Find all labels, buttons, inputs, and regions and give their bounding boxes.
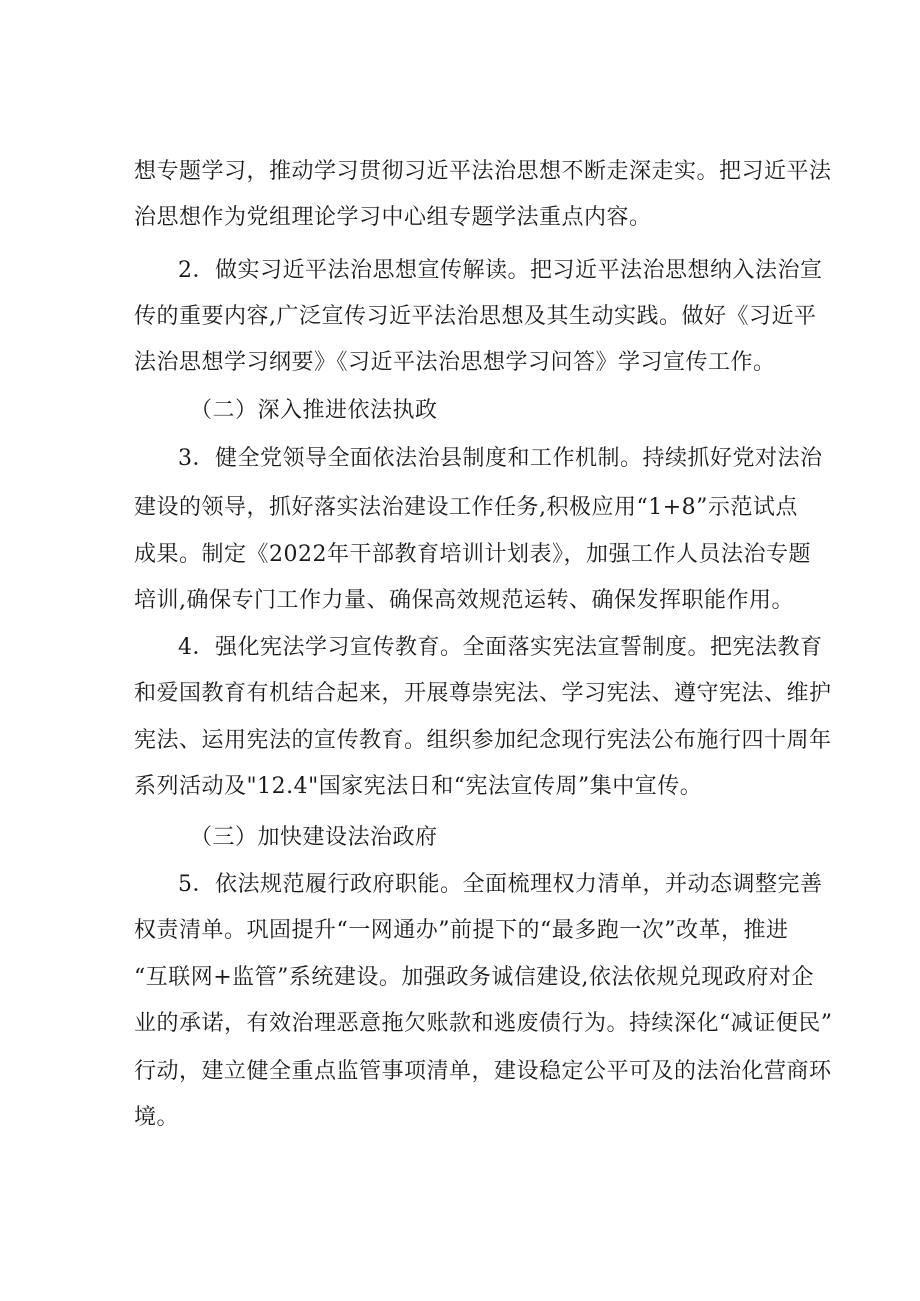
section-heading: （二）深入推进依法执政 (190, 398, 438, 423)
paragraph-line: 成果。制定《2022年干部教育培训计划表》，加强工作人员法治专题 (134, 542, 811, 567)
paragraph-line: 治思想作为党组理论学习中心组专题学法重点内容。 (134, 205, 652, 230)
paragraph-line: 和爱国教育有机结合起来，开展尊崇宪法、学习宪法、遵守宪法、维护 (134, 681, 832, 706)
paragraph-line: 建设的领导，抓好落实法治建设工作任务,积极应用“1+8”示范试点 (134, 495, 798, 520)
paragraph-line: 系列活动及"12.4"国家宪法日和“宪法宣传周”集中宣传。 (134, 774, 703, 799)
paragraph-line: 3．健全党领导全面依法治县制度和工作机制。持续抓好党对法治 (178, 446, 823, 471)
paragraph-line: 传的重要内容,广泛宣传习近平法治思想及其生动实践。做好《习近平 (134, 304, 817, 329)
paragraph-line: 业的承诺，有效治理恶意拖欠账款和逃废债行为。持续深化“减证便民” (134, 1011, 833, 1036)
section-heading: （三）加快建设法治政府 (190, 825, 438, 850)
paragraph-line: “互联网+监管”系统建设。加强政务诚信建设,依法依规兑现政府对企 (134, 965, 814, 990)
paragraph-line: 培训,确保专门工作力量、确保高效规范运转、确保发挥职能作用。 (134, 588, 794, 613)
paragraph-line: 境。 (134, 1105, 180, 1130)
paragraph-line: 权责清单。巩固提升“一网通办”前提下的“最多跑一次”改革，推进 (134, 918, 789, 943)
paragraph-line: 4．强化宪法学习宣传教育。全面落实宪法宣誓制度。把宪法教育 (178, 635, 823, 660)
paragraph-line: 想专题学习，推动学习贯彻习近平法治思想不断走深走实。把习近平法 (134, 159, 832, 184)
paragraph-line: 2．做实习近平法治思想宣传解读。把习近平法治思想纳入法治宣 (178, 258, 823, 283)
paragraph-line: 行动，建立健全重点监管事项清单，建设稳定公平可及的法治化营商环 (134, 1059, 832, 1084)
paragraph-line: 法治思想学习纲要》《习近平法治思想学习问答》学习宣传工作。 (134, 350, 776, 375)
paragraph-line: 宪法、运用宪法的宣传教育。组织参加纪念现行宪法公布施行四十周年 (134, 728, 832, 753)
paragraph-line: 5．依法规范履行政府职能。全面梳理权力清单，并动态调整完善 (178, 872, 823, 897)
